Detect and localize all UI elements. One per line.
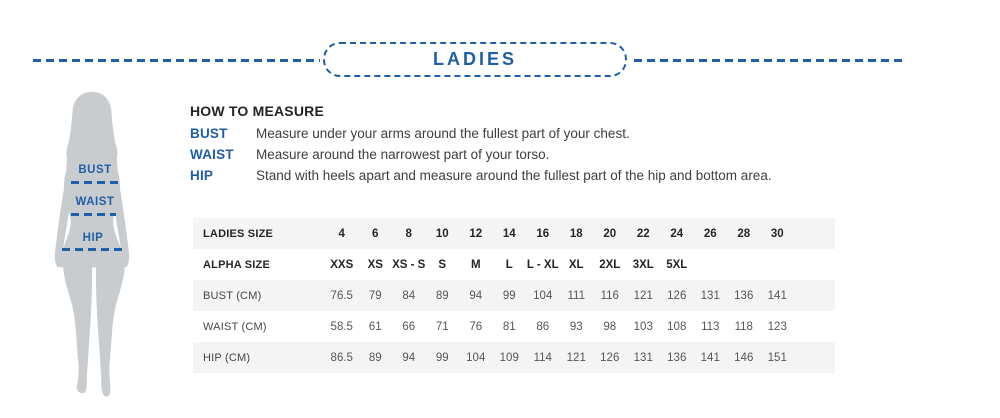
table-row-label: ALPHA SIZE [203, 258, 270, 271]
table-cell: 131 [633, 351, 653, 364]
table-cell: 146 [734, 351, 754, 364]
table-cell: 136 [667, 351, 687, 364]
table-cell: 71 [435, 320, 449, 333]
measure-term-bust: BUST [190, 126, 228, 141]
table-cell: 30 [770, 227, 784, 240]
table-cell: 26 [703, 227, 717, 240]
table-cell: 109 [499, 351, 519, 364]
table-cell: 18 [569, 227, 583, 240]
figure-hip-label: HIP [82, 232, 104, 244]
table-cell: 86 [536, 320, 550, 333]
table-cell: 20 [603, 227, 617, 240]
table-cell: 14 [502, 227, 516, 240]
table-cell: 2XL [599, 258, 621, 271]
table-cell: 76.5 [330, 289, 353, 302]
table-cell: XS [367, 258, 383, 271]
table-cell: 114 [533, 351, 552, 364]
table-cell: 94 [402, 351, 416, 364]
figure-waist-dash-line [71, 213, 116, 216]
table-cell: S [438, 258, 447, 271]
measure-desc-hip: Stand with heels apart and measure around the fullest part of the hip and bottom area. [256, 168, 772, 183]
table-row-label: BUST (CM) [203, 289, 262, 302]
table-row-label: WAIST (CM) [203, 320, 267, 333]
table-cell: 123 [767, 320, 787, 333]
table-cell: 16 [536, 227, 550, 240]
table-cell: 10 [435, 227, 449, 240]
table-cell: 28 [737, 227, 751, 240]
table-cell: 84 [402, 289, 416, 302]
table-cell: M [470, 258, 481, 271]
ladies-header-box [323, 42, 627, 77]
table-cell: XS - S [392, 258, 426, 271]
table-cell: 136 [734, 289, 754, 302]
table-cell: 79 [368, 289, 382, 302]
table-cell: 126 [600, 351, 620, 364]
size-table [193, 218, 835, 373]
table-cell: 61 [368, 320, 382, 333]
table-cell: 24 [670, 227, 684, 240]
divider-dash-left [33, 59, 320, 62]
table-row [193, 342, 835, 373]
table-cell: L [505, 258, 513, 271]
table-cell: 5XL [666, 258, 688, 271]
table-cell: 98 [603, 320, 617, 333]
table-cell: 76 [469, 320, 483, 333]
table-cell: XL [568, 258, 584, 271]
table-cell: 141 [700, 351, 720, 364]
table-cell: 99 [502, 289, 516, 302]
table-cell: 12 [469, 227, 483, 240]
table-cell: 4 [338, 227, 345, 240]
table-cell: 111 [567, 289, 585, 302]
table-cell: 99 [435, 351, 449, 364]
page-title: LADIES [432, 49, 517, 69]
table-cell: 151 [767, 351, 787, 364]
figure-bust-dash-line [71, 181, 120, 184]
figure-bust-label: BUST [78, 164, 112, 176]
table-cell: 104 [466, 351, 486, 364]
table-cell: 93 [569, 320, 583, 333]
table-cell: 126 [667, 289, 687, 302]
table-cell: 86.5 [330, 351, 353, 364]
table-cell: 104 [533, 289, 553, 302]
table-cell: 131 [700, 289, 720, 302]
table-cell: 22 [636, 227, 650, 240]
table-cell: XXS [330, 258, 354, 271]
table-cell: 89 [435, 289, 449, 302]
table-cell: 121 [566, 351, 586, 364]
table-cell: 6 [372, 227, 379, 240]
how-to-measure-list [190, 126, 880, 183]
table-row [193, 311, 835, 342]
table-cell: 103 [633, 320, 653, 333]
table-cell: 94 [469, 289, 483, 302]
table-row [193, 249, 835, 280]
table-cell: 108 [667, 320, 687, 333]
table-cell: 8 [405, 227, 412, 240]
table-cell: 66 [402, 320, 416, 333]
table-cell: 58.5 [330, 320, 353, 333]
table-row [193, 280, 835, 311]
measure-term-waist: WAIST [190, 147, 234, 162]
measure-desc-waist: Measure around the narrowest part of your torso. [256, 147, 550, 162]
measure-desc-bust: Measure under your arms around the fullest part of your chest. [256, 126, 630, 141]
table-cell: 118 [734, 320, 753, 333]
table-cell: 141 [767, 289, 787, 302]
table-cell: 113 [701, 320, 720, 333]
table-row-label: HIP (CM) [203, 351, 251, 364]
table-cell: 3XL [632, 258, 654, 271]
divider-dash-right [634, 59, 905, 62]
measure-term-hip: HIP [190, 168, 214, 183]
table-row-label: LADIES SIZE [203, 227, 274, 240]
how-to-measure-title: HOW TO MEASURE [190, 103, 324, 119]
table-row [193, 218, 835, 249]
table-cell: L - XL [526, 258, 559, 271]
how-to-measure-section [190, 103, 880, 183]
table-cell: 89 [368, 351, 382, 364]
figure-hip-dash-line [62, 248, 122, 251]
table-cell: 116 [600, 289, 619, 302]
figure-waist-label: WAIST [75, 196, 115, 208]
table-cell: 81 [502, 320, 516, 333]
table-cell: 121 [633, 289, 653, 302]
